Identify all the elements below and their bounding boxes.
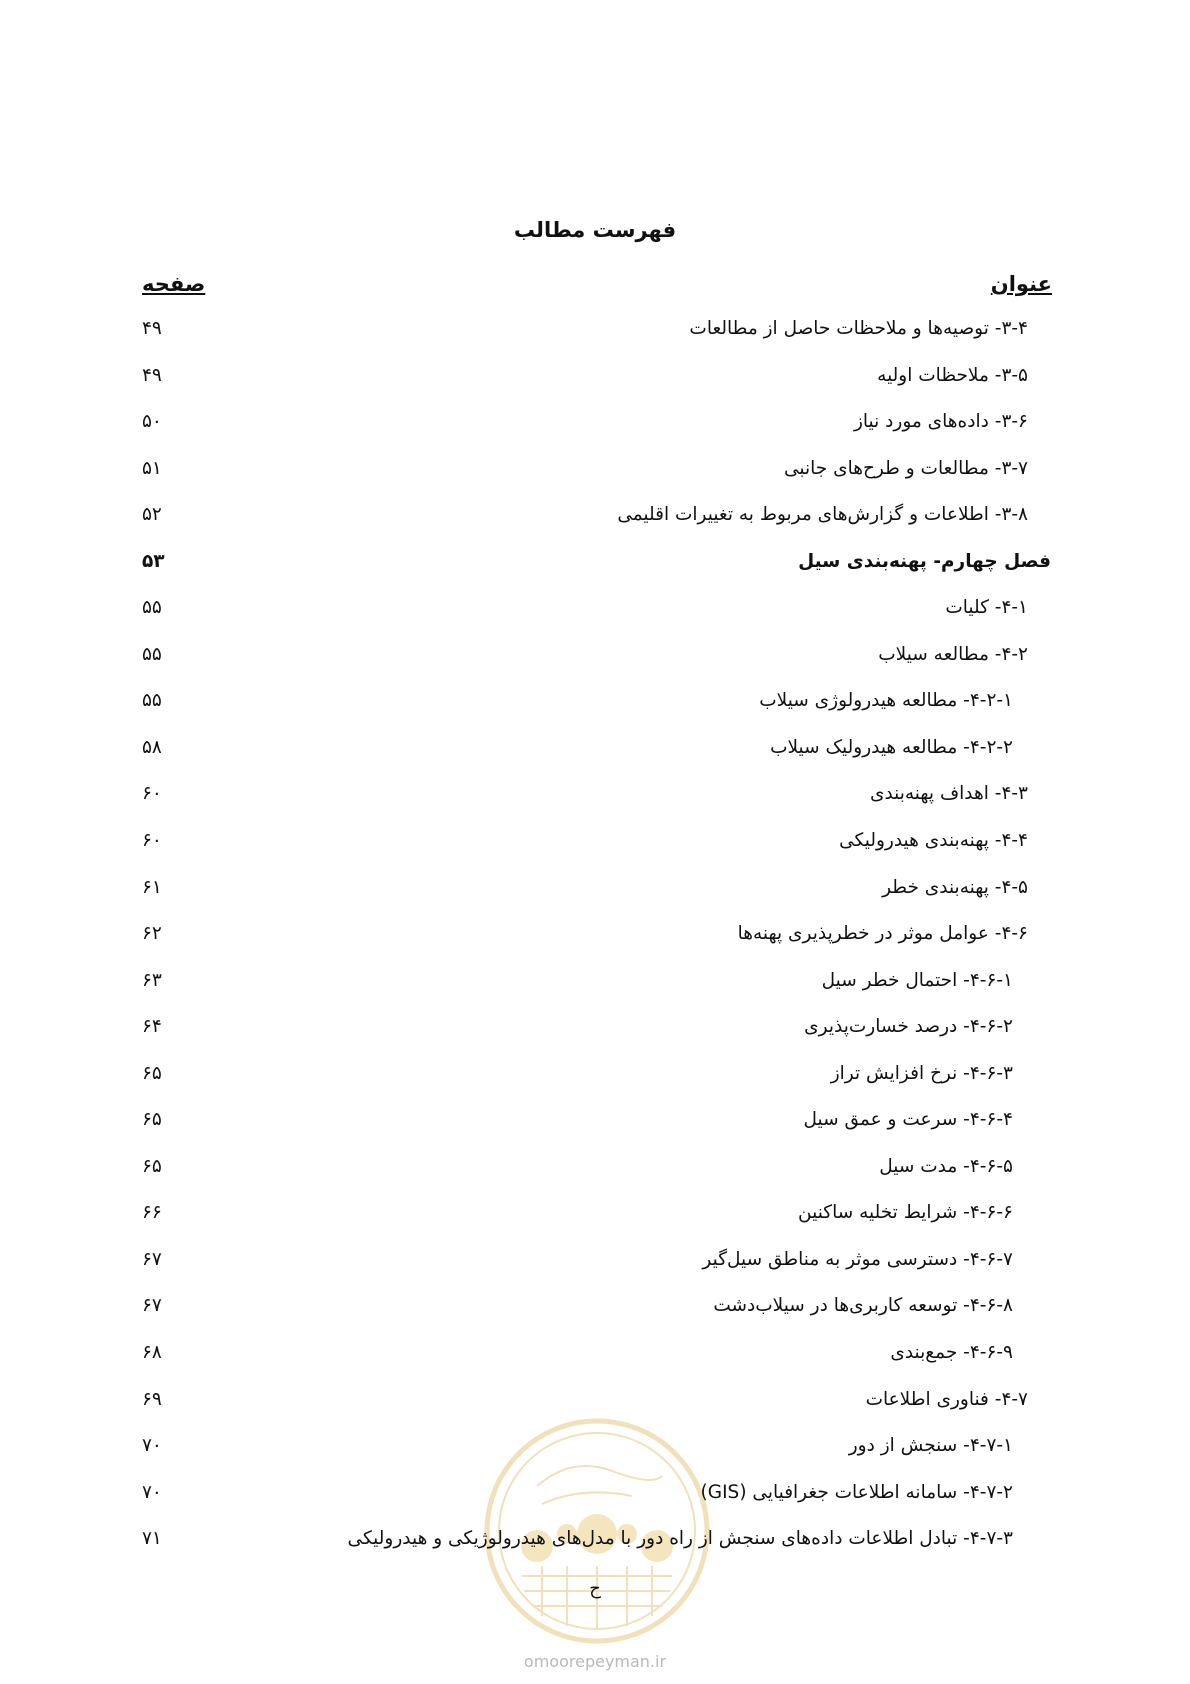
toc-entry-title: ۴-۱- کلیات [945, 597, 1028, 619]
toc-entry-title: ۴-۲- مطالعه سیلاب [878, 643, 1028, 665]
toc-entry-page: ۶۵ [142, 1155, 162, 1177]
toc-entry[interactable] [0, 597, 1190, 644]
toc-entry-title: ۴-۶-۷- دسترسی موثر به مناطق سیل‌گیر [702, 1248, 1013, 1270]
toc-entry-page: ۵۲ [142, 504, 162, 526]
toc-entry-page: ۶۸ [142, 1342, 162, 1364]
toc-entry-page: ۵۰ [142, 411, 162, 433]
toc-entry-title: ۴-۷-۳- تبادل اطلاعات داده‌های سنجش از راه دور با مدل‌های هیدرولوژیکی و هیدرولیکی [347, 1528, 1013, 1550]
toc-entry-page: ۷۰ [142, 1481, 162, 1503]
toc-entry[interactable] [0, 1063, 1190, 1110]
toc-entry-title: ۴-۶-۸- توسعه کاربری‌ها در سیلاب‌دشت [713, 1295, 1013, 1317]
toc-entry-title: ۳-۷- مطالعات و طرح‌های جانبی [783, 457, 1028, 479]
toc-entry-page: ۶۵ [142, 1062, 162, 1084]
toc-entry-title: ۴-۷-۲- سامانه اطلاعات جغرافیایی (GIS) [700, 1481, 1013, 1503]
toc-entry-page: ۴۹ [142, 318, 162, 339]
toc-entry-title: ۴-۶-۱- احتمال خطر سیل [821, 969, 1013, 991]
toc-entry[interactable] [0, 830, 1190, 877]
toc-entry-page: ۶۰ [142, 783, 162, 805]
toc-entry-title: ۳-۴- توصیه‌ها و ملاحظات حاصل از مطالعات [689, 318, 1028, 339]
toc-entry[interactable] [0, 1109, 1190, 1156]
toc-entry-title: ۴-۷- فناوری اطلاعات [865, 1388, 1028, 1410]
toc-entry-title: ۴-۶-۲- درصد خسارت‌پذیری [804, 1016, 1013, 1038]
toc-entry-page: ۶۶ [142, 1202, 162, 1224]
toc-entry-title: ۳-۶- داده‌های مورد نیاز [853, 411, 1028, 433]
toc-entry[interactable] [0, 551, 1190, 598]
toc-entry-page: ۵۵ [142, 690, 162, 712]
toc-entry-page: ۶۴ [142, 1016, 162, 1038]
toc-entry-page: ۵۵ [142, 597, 162, 619]
toc-entry[interactable] [0, 1435, 1190, 1482]
toc-entry[interactable] [0, 877, 1190, 924]
toc-entry[interactable] [0, 318, 1190, 365]
toc-entry[interactable] [0, 1295, 1190, 1342]
toc-entry-page: ۴۹ [142, 364, 162, 386]
toc-entry[interactable] [0, 1202, 1190, 1249]
toc-entry[interactable] [0, 1342, 1190, 1389]
watermark-url: omoorepeyman.ir [523, 1652, 667, 1671]
toc-entry-page: ۶۱ [142, 876, 162, 898]
toc-entry-title: ۴-۶-۴- سرعت و عمق سیل [803, 1109, 1013, 1131]
toc-entry-page: ۵۵ [142, 643, 162, 665]
toc-entry[interactable] [0, 783, 1190, 830]
toc-entry[interactable] [0, 1249, 1190, 1296]
toc-entry[interactable] [0, 1389, 1190, 1436]
toc-entry-page: ۵۳ [142, 550, 165, 572]
toc-entry-page: ۶۹ [142, 1388, 162, 1410]
page-title: فهرست مطالب [513, 218, 677, 242]
column-header-title: عنوان [990, 272, 1052, 296]
toc-entry-title: ۴-۳- اهداف پهنه‌بندی [869, 783, 1028, 805]
toc-entry-title: ۳-۵- ملاحظات اولیه [877, 364, 1028, 386]
toc-entry[interactable] [0, 411, 1190, 458]
toc-entry-title: ۴-۲-۱- مطالعه هیدرولوژی سیلاب [759, 690, 1013, 712]
toc-entry-title: ۴-۴- پهنه‌بندی هیدرولیکی [839, 830, 1028, 852]
toc-entry-page: ۵۸ [142, 736, 162, 758]
toc-entry[interactable] [0, 1528, 1190, 1575]
toc-entry-title: ۴-۶-۹- جمع‌بندی [890, 1342, 1013, 1364]
toc-entry[interactable] [0, 923, 1190, 970]
toc-entry-title: ۳-۸- اطلاعات و گزارش‌های مربوط به تغییرات اقلیمی [617, 504, 1028, 526]
toc-entry-page: ۶۰ [142, 830, 162, 852]
toc-entry[interactable] [0, 1156, 1190, 1203]
page-number: ح [589, 1578, 601, 1599]
toc-entry-page: ۷۰ [142, 1435, 162, 1457]
toc-entry[interactable] [0, 1482, 1190, 1529]
toc-entry-page: ۷۱ [142, 1528, 162, 1550]
toc-entry-title: ۴-۶-۳- نرخ افزایش تراز [830, 1062, 1013, 1084]
toc-entry-title: ۴-۶-۵- مدت سیل [879, 1155, 1013, 1177]
toc-entry-title: ۴-۵- پهنه‌بندی خطر [882, 876, 1028, 898]
toc-entry-page: ۶۲ [142, 923, 162, 945]
toc-entry[interactable] [0, 504, 1190, 551]
column-header-page: صفحه [142, 272, 206, 296]
toc-entry-page: ۶۵ [142, 1109, 162, 1131]
toc-entry-page: ۶۷ [142, 1248, 162, 1270]
toc-entry-page: ۵۱ [142, 457, 162, 479]
toc-entry-page: ۶۳ [142, 969, 162, 991]
toc-entry[interactable] [0, 970, 1190, 1017]
toc-entry-title: فصل چهارم- پهنه‌بندی سیل [798, 550, 1051, 572]
toc-entry[interactable] [0, 1016, 1190, 1063]
toc-entry-title: ۴-۶- عوامل موثر در خطرپذیری پهنه‌ها [737, 923, 1028, 945]
toc-entry[interactable] [0, 737, 1190, 784]
toc-entry-title: ۴-۶-۶- شرایط تخلیه ساکنین [798, 1202, 1013, 1224]
toc-entry[interactable] [0, 690, 1190, 737]
table-of-contents [0, 318, 1190, 1575]
toc-entry[interactable] [0, 644, 1190, 691]
toc-entry[interactable] [0, 365, 1190, 412]
toc-entry-title: ۴-۲-۲- مطالعه هیدرولیک سیلاب [770, 736, 1013, 758]
toc-entry[interactable] [0, 458, 1190, 505]
toc-entry-title: ۴-۷-۱- سنجش از دور [848, 1435, 1013, 1457]
toc-entry-page: ۶۷ [142, 1295, 162, 1317]
